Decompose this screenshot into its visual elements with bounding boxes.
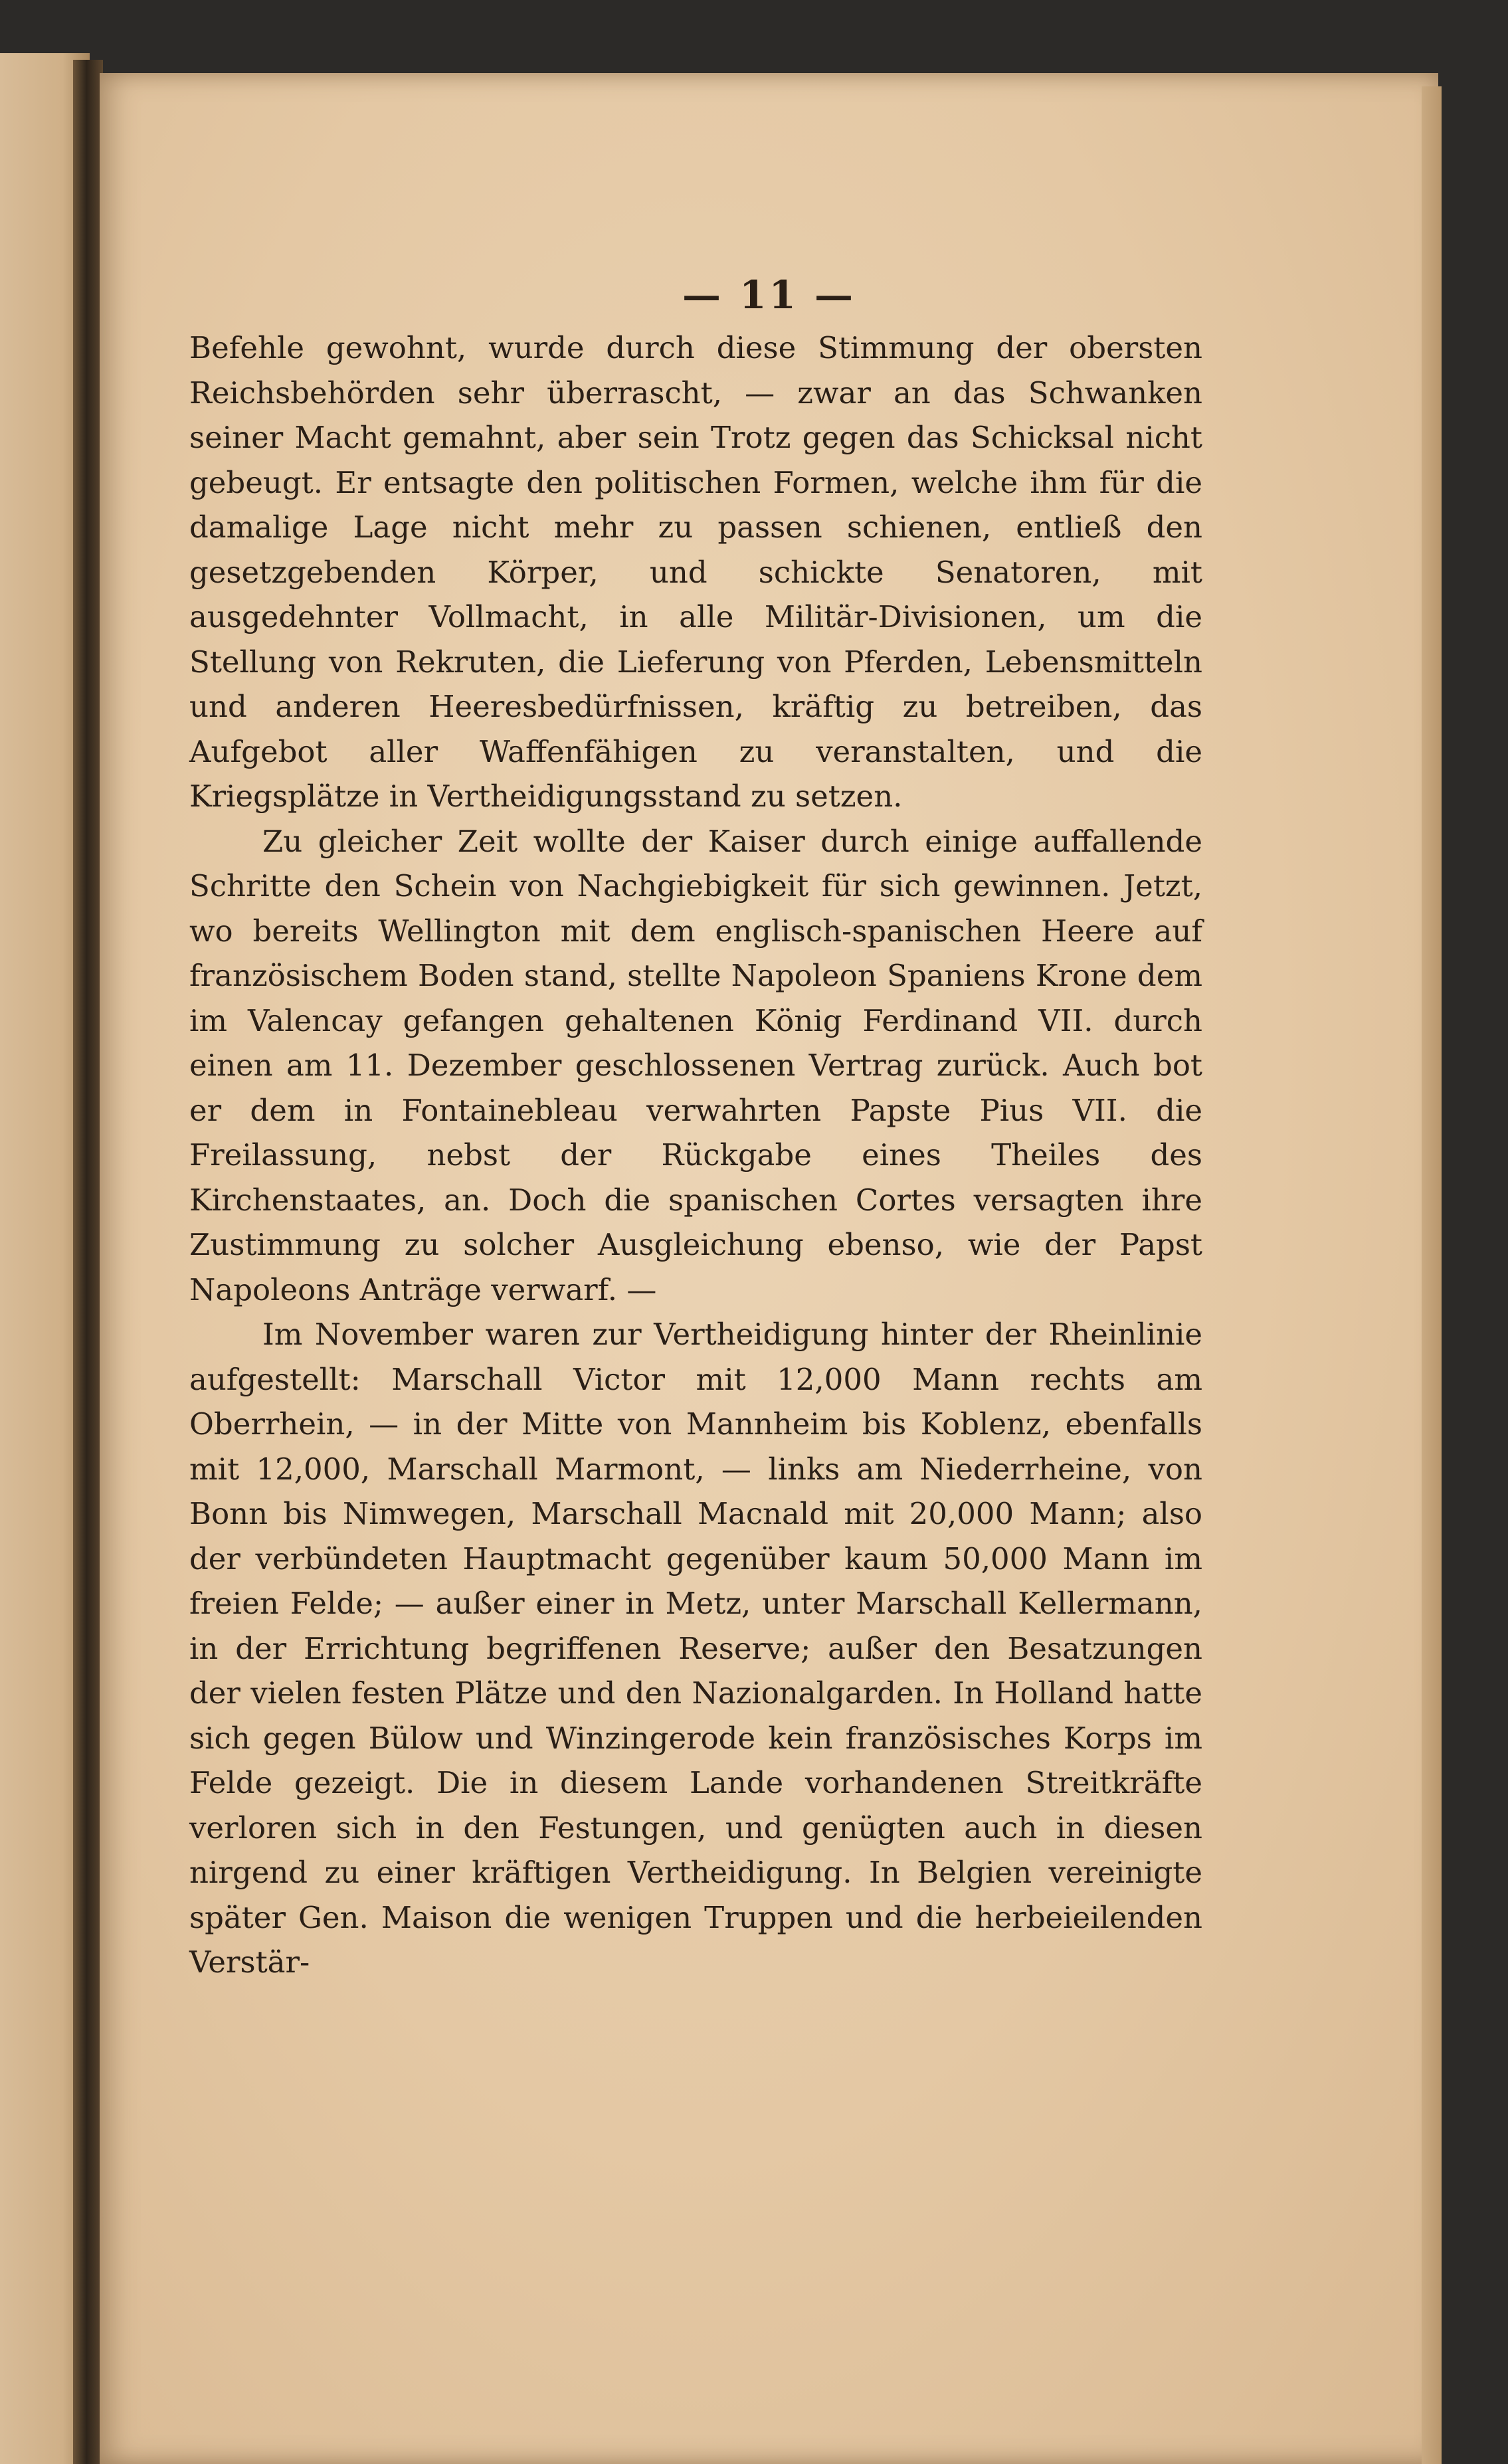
book-page — [100, 73, 1438, 2464]
paragraph-1: Befehle gewohnt, wurde durch diese Stimmung der obersten Reichsbehörden sehr überrascht, — zwar an das Schwanken seiner Macht gemahnt, aber sein Trotz gegen das Schicksal nicht gebeugt. Er entsagte den politischen Formen, welche ihm für die damalige Lage nicht mehr zu passen schienen, entließ den gesetzgebenden Körper, und schickte Senatoren, mit ausgedehnter Vollmacht, in alle Militär-Divisionen, um die Stellung von Rekruten, die Lieferung von Pferden, Lebensmitteln und anderen Heeresbedürfnissen, kräftig zu betreiben, das Aufgebot aller Waffenfähigen zu veranstalten, und die Kriegsplätze in Vertheidigungsstand zu setzen. — [189, 330, 1202, 814]
book-gutter — [73, 60, 103, 2464]
paragraph-2: Zu gleicher Zeit wollte der Kaiser durch einige auffallende Schritte den Schein von Nachgiebigkeit für sich gewinnen. Jetzt, wo bereits Wellington mit dem englisch-spanischen Heere auf französischem Boden stand, stellte Napoleon Spaniens Krone dem im Valencay gefangen gehaltenen König Ferdinand VII. durch einen am 11. Dezember geschlossenen Vertrag zurück. Auch bot er dem in Fontainebleau verwahrten Papste Pius VII. die Freilassung, nebst der Rückgabe eines Theiles des Kirchenstaates, an. Doch die spanischen Cortes versagten ihre Zustimmung zu solcher Ausgleichung ebenso, wie der Papst Napoleons Anträge verwarf. — — [189, 823, 1202, 1307]
paragraph-3: Im November waren zur Vertheidigung hinter der Rheinlinie aufgestellt: Marschall Victor mit 12,000 Mann rechts am Oberrhein, — in der Mitte von Mannheim bis Koblenz, ebenfalls mit 12,000, Marschall Marmont, — links am Niederrheine, von Bonn bis Nimwegen, Marschall Macnald mit 20,000 Mann; also der verbündeten Hauptmacht gegenüber kaum 50,000 Mann im freien Felde; — außer einer in Metz, unter Marschall Kellermann, in der Errichtung begriffenen Reserve; außer den Besatzungen der vielen festen Plätze und den Nazionalgarden. In Holland hatte sich gegen Bülow und Winzingerode kein französisches Korps im Felde gezeigt. Die in diesem Lande vorhandenen Streitkräfte verloren sich in den Festungen, und genügten auch in diesen nirgend zu einer kräftigen Vertheidigung. In Belgien vereinigte später Gen. Maison die wenigen Truppen und die herbeieilenden Verstär- — [189, 1317, 1202, 1980]
page-number: — 11 — — [682, 272, 856, 318]
page-stack-edge — [1422, 86, 1442, 2464]
page-text — [189, 326, 1202, 1985]
